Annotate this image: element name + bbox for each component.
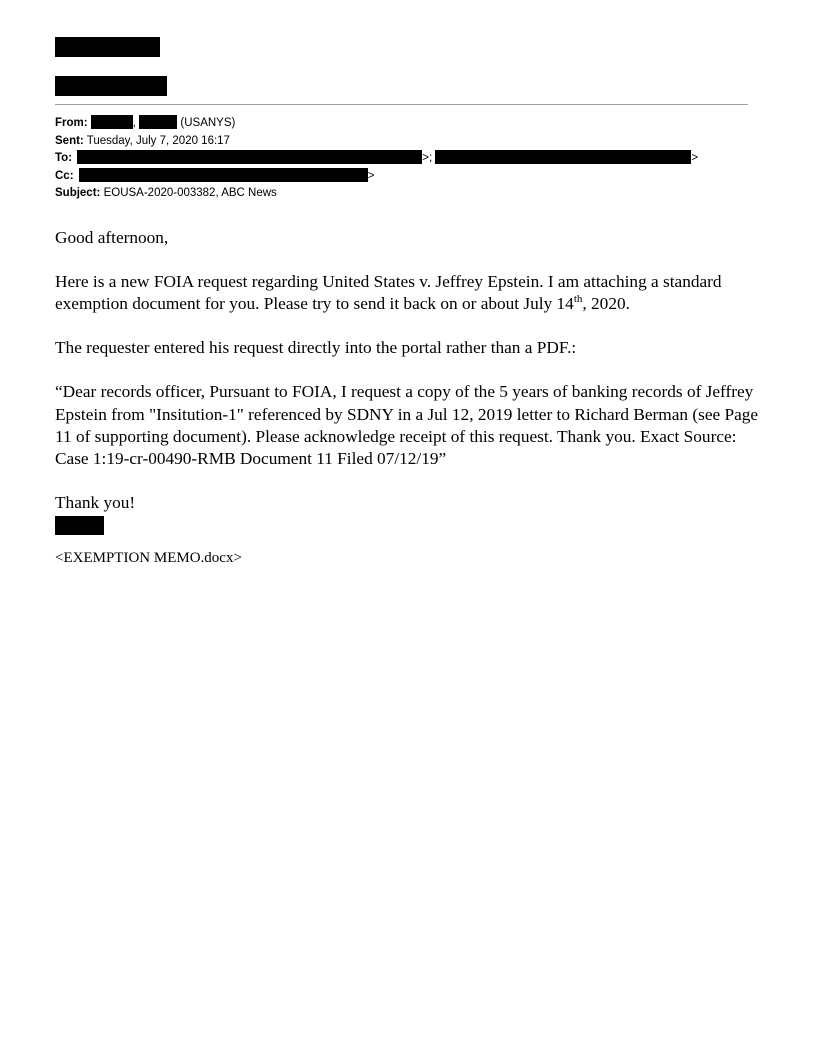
email-header [55,115,698,203]
redaction-block [55,516,104,535]
paragraph-portal: The requester entered his request directly into the portal rather than a PDF.: [55,338,577,358]
to-row: To: >; > [55,152,699,165]
from-row: From: , (USANYS) [55,117,236,129]
paragraph-request: Here is a new FOIA request regarding United States v. Jeffrey Epstein. I am attaching a standard exemption document for you. Please try to send it back on or about July 14th, 2020. [55,271,722,314]
cc-row: Cc: > [55,169,375,182]
email-body [55,227,765,591]
closing: Thank you! [55,492,765,537]
redaction-block [435,150,691,164]
sent-row: Sent: Tuesday, July 7, 2020 16:17 [55,134,230,147]
attachment-name[interactable]: <EXEMPTION MEMO.docx> [55,550,242,567]
greeting: Good afternoon, [55,228,169,247]
redaction-block [79,168,368,182]
divider [55,104,748,105]
redaction-block [91,115,133,129]
subject-row: Subject: EOUSA-2020-003382, ABC News [55,187,277,200]
redaction-block [55,37,160,57]
quoted-request: “Dear records officer, Pursuant to FOIA, I request a copy of the 5 years of banking records of Jeffrey Epstein from "Insitution-1" referenced by SDNY in a Jul 12, 2019 letter to Richard Berman (see Page 11 of supporting document). Please acknowledge receipt of this request. Thank you. Exact Source: Case 1:19-cr-00490-RMB Document 11 Filed 07/12/19” [55,382,759,469]
redaction-block [139,115,177,129]
redaction-block [77,150,422,164]
redaction-block [55,76,167,96]
